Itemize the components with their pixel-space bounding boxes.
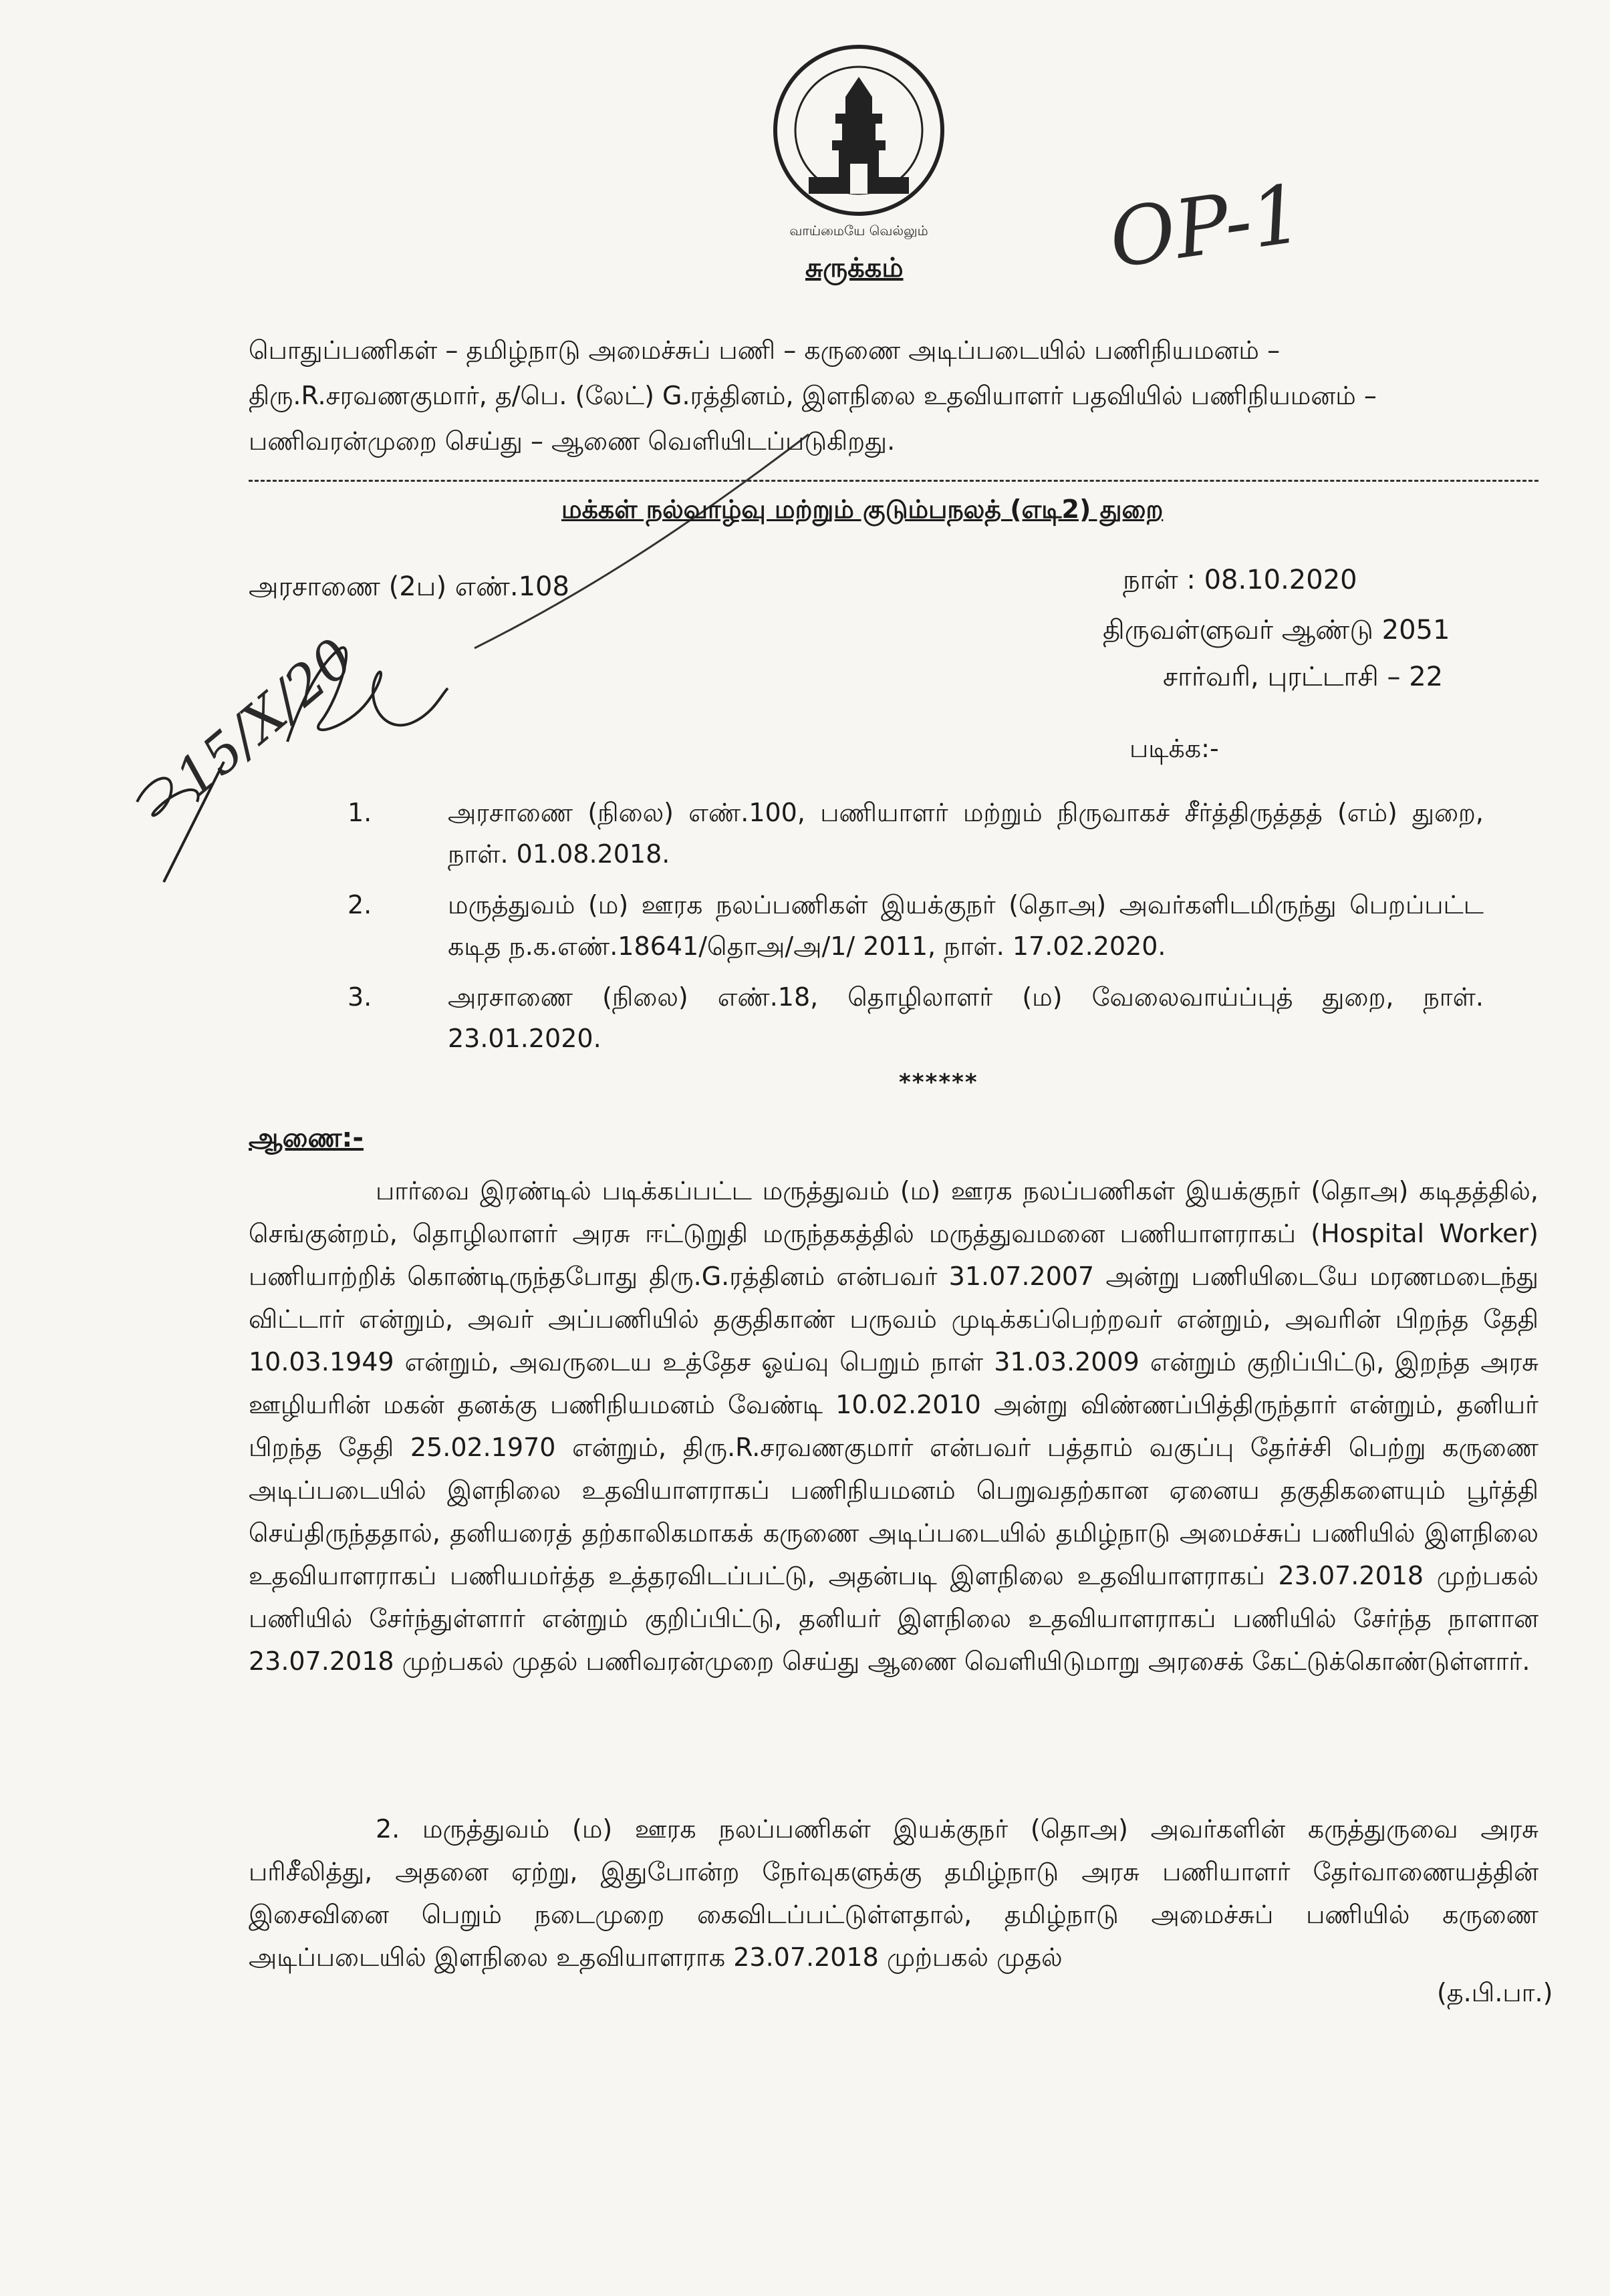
handwritten-op-mark: OP-1 — [1103, 167, 1309, 287]
subject-block — [249, 327, 1538, 464]
reference-number: 1. — [348, 798, 372, 827]
svg-text:வாய்மையே வெல்லும்: வாய்மையே வெல்லும் — [789, 223, 928, 239]
handwritten-initials-date: 15/X/20 — [164, 626, 365, 810]
order-heading: ஆணை:- — [249, 1123, 364, 1153]
reference-text: அரசாணை (நிலை) எண்.18, தொழிலாளர் (ம) வேலைவாய்ப்புத் துறை, நாள். 23.01.2020. — [448, 982, 1484, 1053]
thiruvalluvar-year: திருவள்ளுவர் ஆண்டு 2051 — [1103, 615, 1450, 645]
signature — [281, 621, 454, 755]
reference-item — [348, 792, 1484, 875]
department-heading: மக்கள் நல்வாழ்வு மற்றும் குடும்பநலத் (எடி2) துறை — [561, 494, 1164, 524]
tamil-calendar-date: சார்வரி, புரட்டாசி – 22 — [1163, 662, 1444, 692]
initials-scribble — [124, 748, 324, 909]
reference-item — [348, 976, 1484, 1059]
reference-item — [348, 884, 1484, 967]
tamil-nadu-government-seal-icon — [769, 40, 949, 241]
order-paragraph-1: பார்வை இரண்டில் படிக்கப்பட்ட மருத்துவம் (ம) ஊரக நலப்பணிகள் இயக்குநர் (தொஅ) கடிதத்தில், செங்குன்றம், தொழிலாளர் அரசு ஈட்டுறுதி மருந்தகத்தில் மருத்துவமனை பணியாளராகப் (Hospital Worker) பணியாற்றிக் கொண்டிருந்தபோது திரு.G.ரத்தினம் என்பவர் 31.07.2007 அன்று பணியிடையே மரணமடைந்து விட்டார் என்றும், அவர் அப்பணியில் தகுதிகாண் பருவம் முடிக்கப்பெற்றவர் என்றும், அவரின் பிறந்த தேதி 10.03.1949 என்றும், அவருடைய உத்தேச ஓய்வு பெறும் நாள் 31.03.2009 என்றும் குறிப்பிட்டு, இறந்த அரசு ஊழியரின் மகன் தனக்கு பணிநியமனம் வேண்டி 10.02.2010 அன்று விண்ணப்பித்திருந்தார் என்றும், தனியர் பிறந்த தேதி 25.02.1970 என்றும், திரு.R.சரவணகுமார் என்பவர் பத்தாம் வகுப்பு தேர்ச்சி பெற்று கருணை அடிப்படையில் இளநிலை உதவியாளராகப் பணிநியமனம் பெறுவதற்கான ஏனைய தகுதிகளையும் பூர்த்தி செய்திருந்ததால், தனியரைத் தற்காலிகமாகக் கருணை அடிப்படையில் தமிழ்நாடு அமைச்சுப் பணியில் இளநிலை உதவியாளராகப் பணியமர்த்த உத்தரவிடப்பட்டு, அதன்படி இளநிலை உதவியாளராகப் 23.07.2018 முற்பகல் பணியில் சேர்ந்துள்ளார் என்றும் குறிப்பிட்டு, தனியர் இளநிலை உதவியாளராகப் பணியில் சேர்ந்த நாளான 23.07.2018 முற்பகல் முதல் பணிவரன்முறை செய்து ஆணை வெளியிடுமாறு அரசைக் கேட்டுக்கொண்டுள்ளார். — [249, 1176, 1538, 1676]
page-turn-over-note: (த.பி.பா.) — [1437, 1978, 1553, 2007]
reference-text: அரசாணை (நிலை) எண்.100, பணியாளர் மற்றும் நிருவாகச் சீர்த்திருத்தத் (எம்) துறை, நாள். 01.08.2018. — [448, 798, 1484, 869]
order-paragraph-2: 2. மருத்துவம் (ம) ஊரக நலப்பணிகள் இயக்குநர் (தொஅ) அவர்களின் கருத்துருவை அரசு பரிசீலித்து, அதனை ஏற்று, இதுபோன்ற நேர்வுகளுக்கு தமிழ்நாடு அரசு பணியாளர் தேர்வாணையத்தின் இசைவினை பெறும் நடைமுறை கைவிடப்பட்டுள்ளதால், தமிழ்நாடு அமைச்சுப் பணியில் கருணை அடிப்படையில் இளநிலை உதவியாளராக 23.07.2018 முற்பகல் முதல் — [249, 1814, 1538, 1972]
dashed-divider — [249, 480, 1538, 482]
read-label: படிக்க:- — [1129, 734, 1219, 763]
reference-number: 2. — [348, 890, 372, 919]
separator: ****** — [899, 1069, 978, 1096]
summary-title: சுருக்கம் — [805, 253, 904, 283]
order-date: நாள் : 08.10.2020 — [1123, 565, 1357, 595]
subject-line: பொதுப்பணிகள் – தமிழ்நாடு அமைச்சுப் பணி – கருணை அடிப்படையில் பணிநியமனம் – — [249, 335, 1281, 365]
subject-line: பணிவரன்முறை செய்து – ஆணை வெளியிடப்படுகிறது. — [249, 426, 896, 456]
go-number: அரசாணை (2ப) எண்.108 — [249, 571, 569, 602]
subject-line: திரு.R.சரவணகுமார், த/பெ. (லேட்) G.ரத்தினம், இளநிலை உதவியாளர் பதவியில் பணிநியமனம் – — [249, 381, 1377, 410]
reference-list — [348, 792, 1484, 1068]
reference-text: மருத்துவம் (ம) ஊரக நலப்பணிகள் இயக்குநர் (தொஅ) அவர்களிடமிருந்து பெறப்பட்ட கடித ந.க.எண்.18641/தொஅ/அ/1/ 2011, நாள். 17.02.2020. — [448, 890, 1484, 961]
reference-number: 3. — [348, 982, 372, 1012]
